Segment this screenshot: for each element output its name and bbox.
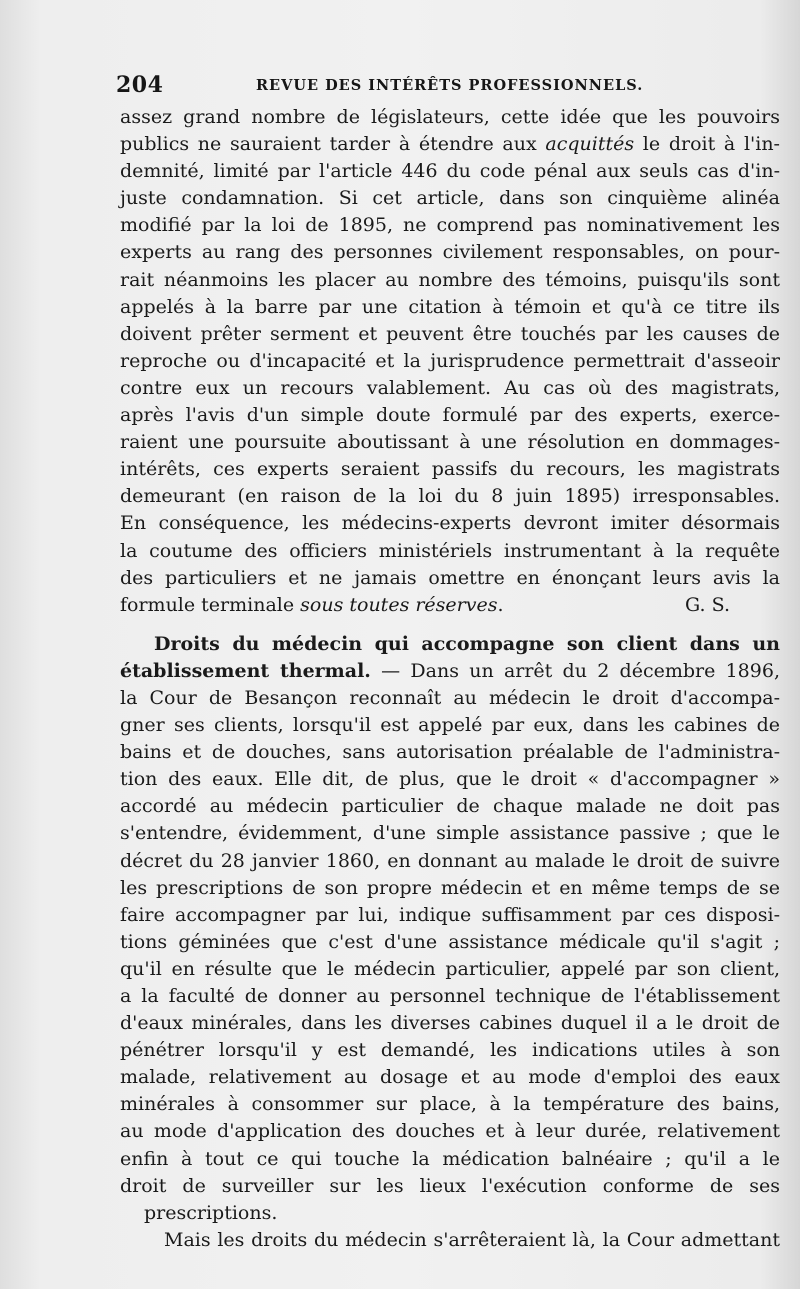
- text-line: Mais les droits du médecin s'arrêteraient là, la Cour admettant: [164, 1228, 780, 1251]
- text-line: intérêts, ces experts seraient passifs du recours, les magistrats: [120, 458, 780, 481]
- text-line: la Cour de Besançon reconnaît au médecin le droit d'accompa-: [120, 686, 780, 709]
- text-line: bains et de douches, sans autorisation préalable de l'administra-: [120, 741, 780, 764]
- first-paragraph: [120, 104, 780, 619]
- text-fragment: formule terminale: [120, 593, 301, 616]
- section-gap: [120, 619, 780, 631]
- text-line: minérales à consommer sur place, à la température des bains,: [120, 1093, 780, 1116]
- text-line: faire accompagner par lui, indique suffisamment par ces disposi-: [120, 903, 780, 926]
- closing-line: [120, 592, 780, 619]
- section-title: Droits du médecin qui accompagne son client dans un: [154, 632, 780, 655]
- em-dash: —: [370, 659, 411, 682]
- text-line: qu'il en résulte que le médecin particulier, appelé par son client,: [120, 957, 780, 980]
- text-line: accordé au médecin particulier de chaque malade ne doit pas: [120, 795, 780, 818]
- text-fragment: Dans un arrêt du 2 décembre 1896,: [410, 659, 780, 682]
- italic-term: acquittés: [545, 133, 635, 156]
- text-line: [120, 658, 780, 685]
- text-line: droit de surveiller sur les lieux l'exécution conforme de ses: [120, 1174, 780, 1197]
- running-title: REVUE DES INTÉRÊTS PROFESSIONNELS.: [256, 77, 644, 94]
- text-fragment: .: [497, 593, 504, 616]
- second-section: [120, 631, 780, 1254]
- text-line: demeurant (en raison de la loi du 8 juin 1895) irresponsables.: [120, 485, 780, 508]
- text-line: En conséquence, les médecins-experts devront imiter désormais: [120, 512, 780, 535]
- text-line: d'eaux minérales, dans les diverses cabines duquel il a le droit de: [120, 1012, 780, 1035]
- text-line: rait néanmoins les placer au nombre des témoins, puisqu'ils sont: [120, 268, 780, 291]
- text-fragment: le droit à l'in-: [634, 133, 780, 156]
- text-line: contre eux un recours valablement. Au cas où des magistrats,: [120, 376, 780, 399]
- text-line: enfin à tout ce qui touche la médication balnéaire ; qu'il a le: [120, 1147, 780, 1170]
- text-line: reproche ou d'incapacité et la jurisprudence permettrait d'asseoir: [120, 349, 780, 372]
- text-line: des particuliers et ne jamais omettre en énonçant leurs avis la: [120, 566, 780, 589]
- text-line: [120, 131, 780, 158]
- text-line: doivent prêter serment et peuvent être touchés par les causes de: [120, 322, 780, 345]
- text-line: modifié par la loi de 1895, ne comprend pas nominativement les: [120, 214, 780, 237]
- section-title-end: établissement thermal.: [120, 659, 371, 682]
- text-line: prescriptions.: [144, 1201, 278, 1224]
- italic-term: sous toutes réserves: [300, 593, 498, 616]
- text-line: experts au rang des personnes civilement responsables, on pour-: [120, 241, 780, 264]
- text-line: décret du 28 janvier 1860, en donnant au malade le droit de suivre: [120, 849, 780, 872]
- text-line: raient une poursuite aboutissant à une résolution en dommages-: [120, 431, 780, 454]
- body-text: [120, 104, 780, 1254]
- text-line: tion des eaux. Elle dit, de plus, que le droit « d'accompagner »: [120, 768, 780, 791]
- text-line: tions géminées que c'est d'une assistance médicale qu'il s'agit ;: [120, 930, 780, 953]
- page-number: 204: [116, 72, 164, 98]
- text-line: au mode d'application des douches et à leur durée, relativement: [120, 1120, 780, 1143]
- text-line: juste condamnation. Si cet article, dans son cinquième alinéa: [120, 187, 780, 210]
- signature: G. S.: [685, 593, 730, 616]
- text-line: après l'avis d'un simple doute formulé par des experts, exerce-: [120, 404, 780, 427]
- text-line: demnité, limité par l'article 446 du code pénal aux seuls cas d'in-: [120, 160, 780, 183]
- text-line: gner ses clients, lorsqu'il est appelé par eux, dans les cabines de: [120, 714, 780, 737]
- text-line: malade, relativement au dosage et au mode d'emploi des eaux: [120, 1066, 780, 1089]
- text-line: assez grand nombre de législateurs, cette idée que les pouvoirs: [120, 106, 780, 128]
- running-header: [116, 72, 756, 102]
- closing-text: [120, 592, 504, 619]
- text-line: la coutume des officiers ministériels instrumentant à la requête: [120, 539, 780, 562]
- text-line: appelés à la barre par une citation à témoin et qu'à ce titre ils: [120, 295, 780, 318]
- text-line: pénétrer lorsqu'il y est demandé, les indications utiles à son: [120, 1039, 780, 1062]
- text-line: s'entendre, évidemment, d'une simple assistance passive ; que le: [120, 822, 780, 845]
- text-fragment: publics ne sauraient tarder à étendre aux: [120, 133, 546, 156]
- text-line: les prescriptions de son propre médecin et en même temps de se: [120, 876, 780, 899]
- text-line: a la faculté de donner au personnel technique de l'établissement: [120, 985, 780, 1007]
